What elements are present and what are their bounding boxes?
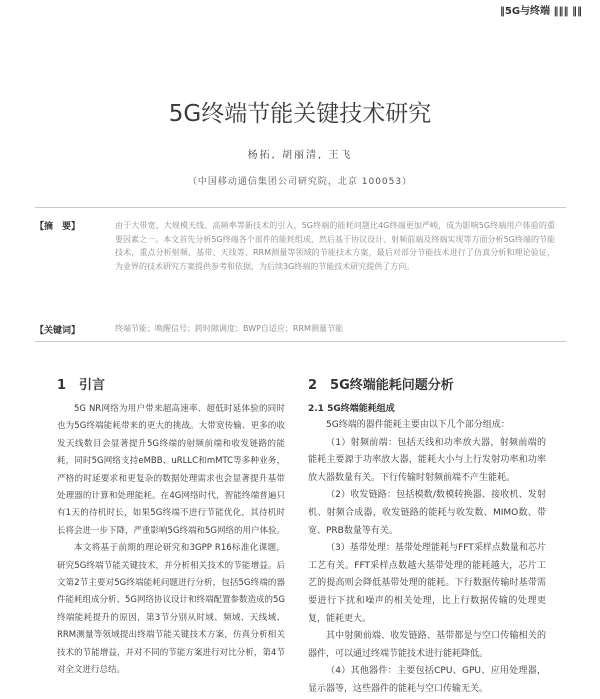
section-heading-energy: 2 5G终端能耗问题分析	[308, 378, 454, 393]
affiliation: （中国移动通信集团公司研究院，北京 100053）	[187, 177, 413, 187]
right-column	[308, 374, 546, 699]
energy-paragraph-rf-frontend: （1）射频前端：包括天线和功率放大器，射频前端的能耗主要源于功率放大器，能耗大小与上行发射功率和功率放大器数量有关。下行传输时射频前端不产生能耗。	[308, 437, 546, 483]
energy-paragraph-other: （4）其他器件：主要包括CPU、GPU、应用处理器，显示器等，这些器件的能耗与空口传输无关。	[308, 666, 546, 694]
paper-title: 5G终端节能关键技术研究	[168, 101, 432, 127]
energy-paragraph-summary: 其中射频前端、收发链路、基带都是与空口传输相关的器件，可以通过终端节能技术进行能耗降低。	[308, 631, 546, 659]
energy-paragraph-0: 5G终端的器件能耗主要由以下几个部分组成：	[326, 420, 510, 430]
abstract-text: 由于大带宽、大规模天线、高频率等新技术的引入，5G终端的能耗问题比4G终端更加严峻，成为影响5G终端用户体验的重要因素之一。本文首先分析5G终端各个部件的能耗组成，然后基于协议设计、射频前端及终端实现等方面分析5G终端的节能技术，重点分析射频、基带、天线等、RRM测量等领域的节能技术方案，最后对部分节能技术进行了仿真分析和理论验证，为业界的技术研究方案提供参考和依据，为后续3G终端的节能技术研究提供了方向。	[115, 221, 555, 271]
journal-section-tag: ‖5G与终端 ‖‖‖ ‖‖	[499, 6, 582, 17]
subsection-heading-energy-composition: 2.1 5G终端能耗组成	[308, 404, 395, 414]
keywords-label: 【关键词】	[35, 326, 81, 336]
intro-paragraph-1: 5G NR网络为用户带来超高速率、超低时延体验的同时也为5G终端能耗带来的更大的挑战。大带宽传输、更多的收发天线数目会显著提升5G终端的射频前端和收发链路的能耗，同时5G网络支持eMBB、uRLLC和mMTC等多种业务，严格的时延要求和更复杂的数据处理需求也会显著提升基带处理器的计算和处理能耗。在4G网络时代，智能终端普遍只有1天的待机时长，如果5G终端不进行节能优化，其待机时长将会进一步下降，严重影响5G终端和5G网络的用户体验。	[57, 404, 285, 536]
abstract-label: 【摘 要】	[35, 222, 81, 232]
intro-paragraph-2: 本文将基于前期的理论研究和3GPP R16标准化课题，研究5G终端节能关键技术，并分析相关技术的节能增益。后文第2节主要对5G终端能耗问题进行分析，包括5G终端的器件能耗组成分析、5G网络协议设计和终端配置参数造成的5G终端能耗提升的原因，第3节分别从时域、频域、天线域、RRM测量等领域提出终端节能关键技术方案，仿真分析相关技术的节能增益，并对不同的节能方案进行对比分析，第4节对全文进行总结。	[57, 543, 285, 676]
abstract-top-rule	[35, 207, 566, 208]
energy-paragraph-baseband: （3）基带处理：基带处理能耗与FFT采样点数量和芯片工艺有关。FFT采样点数越大基带处理的能耗越大，芯片工艺的提高则会降低基带处理的能耗。下行数据传输时基带需要进行下扰和噪声的相关处理，比上行数据传输的处理更复，能耗更大。	[308, 543, 546, 624]
abstract-bottom-rule	[35, 341, 566, 342]
authors: 杨拓, 胡丽清, 王飞	[247, 150, 353, 161]
left-column	[57, 374, 285, 680]
keywords-text: 终端节能；唤醒信号；跨时隙调度；BWP自适应；RRM测量节能	[115, 324, 343, 333]
energy-paragraph-transceiver: （2）收发链路：包括模数/数模转换器、接收机、发射机、射频合成器，收发链路的能耗与收发数、MIMO数、带宽、PRB数量等有关。	[308, 490, 546, 536]
section-heading-intro: 1 引言	[57, 378, 106, 393]
